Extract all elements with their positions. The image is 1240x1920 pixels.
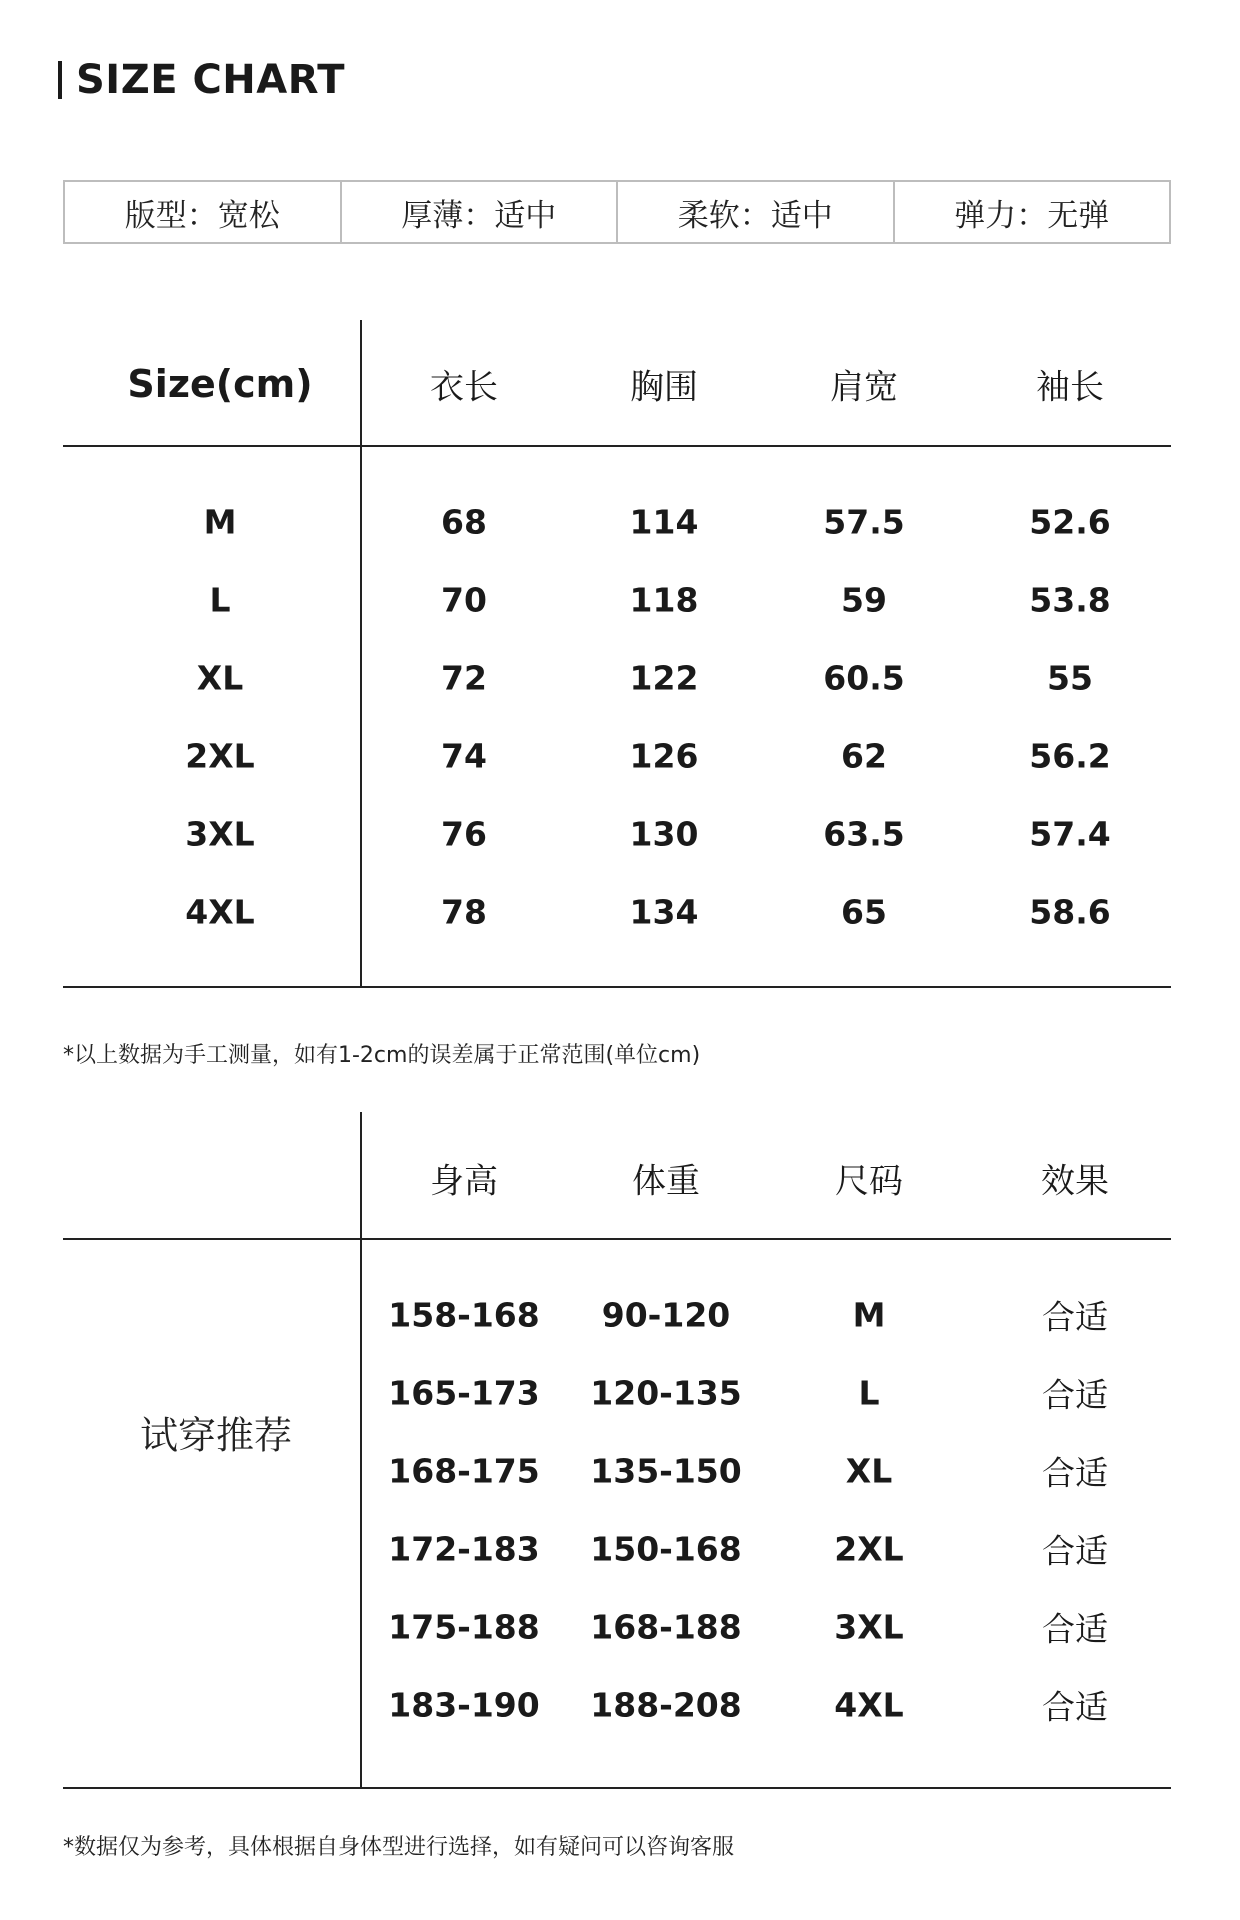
- size-table-cell: 60.5: [823, 658, 905, 698]
- fit-table-bottom-rule: [63, 1787, 1171, 1789]
- fit-table-header-3: 效果: [1041, 1161, 1109, 1202]
- fit-table-header-1: 体重: [632, 1161, 700, 1202]
- size-table-cell: 134: [629, 892, 699, 932]
- page-title: [58, 52, 345, 108]
- size-table-cell: 3XL: [185, 814, 255, 854]
- size-table-cell: 57.4: [1029, 814, 1111, 854]
- size-table-cell: 122: [629, 658, 699, 698]
- size-table-cell: L: [209, 580, 231, 620]
- fit-table-cell: 合适: [1042, 1375, 1108, 1415]
- fit-table-cell: 168-188: [590, 1607, 742, 1647]
- size-table-header-4: 袖长: [1036, 367, 1104, 408]
- size-table-cell: 76: [441, 814, 487, 854]
- size-table-cell: M: [203, 502, 237, 542]
- size-table-cell: 74: [441, 736, 487, 776]
- size-table-header-rule: [63, 445, 1171, 447]
- size-table-cell: 126: [629, 736, 699, 776]
- fit-table-cell: 合适: [1042, 1609, 1108, 1649]
- size-table-divider: [360, 320, 362, 988]
- size-table-note: *以上数据为手工测量，如有1-2cm的误差属于正常范围(单位cm): [63, 1043, 701, 1068]
- fit-table-cell: 3XL: [834, 1607, 904, 1647]
- size-table-cell: 118: [629, 580, 699, 620]
- size-table-cell: 68: [441, 502, 487, 542]
- size-table-cell: 63.5: [823, 814, 905, 854]
- size-table-header-1: 衣长: [430, 367, 498, 408]
- size-table-cell: 59: [841, 580, 887, 620]
- size-table-cell: 2XL: [185, 736, 255, 776]
- attribute-elasticity: 弹力：无弹: [954, 197, 1110, 234]
- fit-table-cell: 合适: [1042, 1297, 1108, 1337]
- size-table-header-3: 肩宽: [830, 367, 898, 408]
- attribute-fit: 版型：宽松: [65, 182, 342, 242]
- size-table-cell: 57.5: [823, 502, 905, 542]
- size-table-cell: 4XL: [185, 892, 255, 932]
- size-table-bottom-rule: [63, 986, 1171, 988]
- attribute-box: [63, 180, 1171, 244]
- size-table-header-0: Size(cm): [127, 362, 313, 406]
- attribute-softness: 柔软：适中: [618, 182, 895, 242]
- fit-table-cell: XL: [845, 1451, 893, 1491]
- fit-table-cell: 183-190: [388, 1685, 540, 1725]
- fit-table-cell: 150-168: [590, 1529, 742, 1569]
- fit-side-label: 试穿推荐: [139, 1413, 293, 1458]
- size-table-header-2: 胸围: [630, 367, 698, 408]
- fit-table-cell: 165-173: [388, 1373, 540, 1413]
- fit-table: [63, 1112, 1171, 1792]
- fit-table-header-2: 尺码: [835, 1161, 903, 1202]
- size-table-cell: 65: [841, 892, 887, 932]
- size-table-cell: 56.2: [1029, 736, 1111, 776]
- fit-table-note: *数据仅为参考，具体根据自身体型进行选择，如有疑问可以咨询客服: [63, 1835, 735, 1860]
- fit-table-cell: 合适: [1042, 1453, 1108, 1493]
- fit-table-cell: 4XL: [834, 1685, 904, 1725]
- fit-table-cell: 120-135: [590, 1373, 742, 1413]
- fit-table-cell: 188-208: [590, 1685, 742, 1725]
- size-table-cell: XL: [196, 658, 244, 698]
- size-table-cell: 114: [629, 502, 699, 542]
- size-table-cell: 62: [841, 736, 887, 776]
- attribute-thickness: 厚薄：适中: [342, 182, 619, 242]
- size-table-cell: 78: [441, 892, 487, 932]
- title-bar-icon: [58, 61, 62, 99]
- fit-table-cell: 168-175: [388, 1451, 540, 1491]
- fit-table-header-rule: [63, 1238, 1171, 1240]
- fit-table-cell: 合适: [1042, 1531, 1108, 1571]
- fit-table-cell: 158-168: [388, 1295, 540, 1335]
- fit-table-cell: 135-150: [590, 1451, 742, 1491]
- size-table: [63, 320, 1171, 990]
- fit-table-cell: 合适: [1042, 1687, 1108, 1727]
- size-table-cell: 130: [629, 814, 699, 854]
- size-table-cell: 52.6: [1029, 502, 1111, 542]
- fit-table-cell: L: [858, 1373, 880, 1413]
- fit-table-cell: 90-120: [601, 1295, 731, 1335]
- size-table-cell: 53.8: [1029, 580, 1111, 620]
- size-table-cell: 55: [1047, 658, 1093, 698]
- fit-table-cell: 172-183: [388, 1529, 540, 1569]
- page-title-text: SIZE CHART: [76, 57, 346, 103]
- size-table-cell: 70: [441, 580, 487, 620]
- size-table-cell: 58.6: [1029, 892, 1111, 932]
- fit-table-cell: 175-188: [388, 1607, 540, 1647]
- fit-table-cell: 2XL: [834, 1529, 904, 1569]
- fit-table-divider: [360, 1112, 362, 1789]
- size-table-cell: 72: [441, 658, 487, 698]
- fit-table-header-0: 身高: [430, 1161, 498, 1202]
- fit-table-cell: M: [852, 1295, 886, 1335]
